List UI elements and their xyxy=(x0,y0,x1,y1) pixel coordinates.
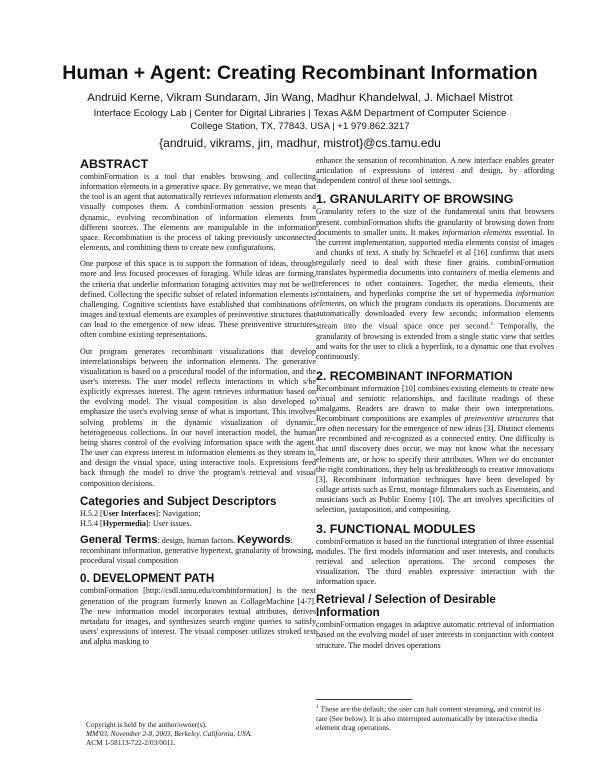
category-2-suffix: ]: User issues. xyxy=(145,518,192,528)
right-column xyxy=(316,156,554,657)
author-list: Andruid Kerne, Vikram Sundaram, Jin Wang, Madhur Khandelwal, J. Michael Mistrot xyxy=(87,92,513,104)
category-2-name: Hypermedia xyxy=(102,518,146,528)
granularity-text-3: of media elements and references to other containers. Together, the media elements, their containers, and hyperlinks comprise the set of hypermedia xyxy=(316,268,554,298)
recombinant-text-1: Recombinant information [10] combines existing elements to create new visual and semiotic relationships, and facilitate readings of these amalgams. Readers are drawn to make their own interpretations. Recombinant compositions are examples of xyxy=(316,383,554,423)
granularity-paragraph xyxy=(316,207,554,362)
recombinant-paragraph xyxy=(316,384,554,516)
retrieval-paragraph: combinFormation engages in adaptive automatic retrieval of information based on the evolving model of user interests in conjunction with content structure. The model drives operations xyxy=(316,620,554,650)
left-column xyxy=(80,152,316,653)
footnote-text: These are the default; the user can halt content streaming, and control its rate (See below). It is also interrupted automatically by interactive media element drag operations. xyxy=(316,704,541,733)
granularity-text-5: Temporally, the granularity of browsing is extended from a single static view that settles and waits for the user to click a hyperlink, to a dynamic one that evolves continuously. xyxy=(316,321,554,362)
granularity-text-4: , on which the program conducts its operations. Documents are automatically downloaded every few seconds; information elements stream into the visual space once per second. xyxy=(316,298,554,331)
paper-title: Human + Agent: Creating Recombinant Information xyxy=(62,62,538,84)
abstract-paragraph-3: Our program generates recombinant visualizations that develop interrelationships between the information elements. The generative visualization is based on a procedural model of the information, and the user's interests. The user model reflects interactions in which s/he explicitly expresses interest. The agent retrieves information based on the evolving model. The visual composition is also developed to emphasize the user's evolving sense of what is important. This involves solving problems in the dynamic visualization of dynamic, heterogeneous collections. In our novel interaction model, the human being shares control of the evolving information space with the agent. The user can express interest in information elements as they stream in, and design the visual space, using interactive tools. Expressions feed back through the model to drive the program's retrieval and visual composition decisions. xyxy=(80,346,316,488)
affiliation xyxy=(90,108,510,133)
categories-heading: Categories and Subject Descriptors xyxy=(80,494,277,508)
recombinant-term: preinventive structures xyxy=(464,413,539,423)
footnote-number: 1 xyxy=(316,704,319,710)
recombinant-heading: 2. RECOMBINANT INFORMATION xyxy=(316,368,513,383)
terms-and-keywords xyxy=(80,535,316,566)
general-terms-label: General Terms xyxy=(80,534,158,546)
footnote xyxy=(316,703,552,733)
keywords-label: Keywords xyxy=(237,534,291,546)
recombinant-text-2: that are often necessary for the emergence of new ideas [3]. Distinct elements are recombined and re-cognized as a connected entity. One difficulty is that until discovery does occur, we may not know what the necessary elements are, or how to specify their attributes. When we do encounter the right combinations, they help us breakthrough to creative innovations [3]. Recombinant information techniques have been developed by collage artists such as Ernst, montage filmmakers such as Eisenstein, and musicians such as Public Enemy [10]. The art involves specificities of selection, juxtaposition, and compositing. xyxy=(316,413,554,515)
copyright-line-1: Copyright is held by the author/owner(s). xyxy=(86,720,207,729)
development-path-paragraph: combinFormation [http://csdl.tamu.edu/combinformation] is the next generation of the program formerly known as CollageMachine [4-7]. The new information model incorporates textual attributes, derives metadata for images, and synthesizes search engine queries to satisfy users' expressions of interest. The visual composer utilizes stroked text and alpha masking to xyxy=(80,586,316,647)
keywords-text: : recombinant information, generative hypertext, granularity of browsing, procedural visual composition xyxy=(80,536,314,566)
category-1-prefix: H.5.2 [ xyxy=(80,508,103,518)
development-path-heading: 0. DEVELOPMENT PATH xyxy=(80,572,215,586)
category-2-prefix: H.5.4 [ xyxy=(80,518,103,528)
functional-paragraph: combinFormation is based on the functional integration of three essential modules. The first models information and user interests, and conducts retrieval and selection operations. The second composes the visualization. The third enables expressive interaction with the information space. xyxy=(316,536,554,587)
affiliation-line-1: Interface Ecology Lab | Center for Digital Libraries | Texas A&M Department of Computer Science xyxy=(93,108,507,119)
copyright-venue: MM'03, November 2-8, 2003, Berkeley, California, USA. xyxy=(86,729,253,739)
affiliation-line-2: College Station, TX, 77843. USA | +1 979.862.3217 xyxy=(190,120,410,132)
functional-heading: 3. FUNCTIONAL MODULES xyxy=(316,521,476,536)
copyright-line-2 xyxy=(86,729,316,738)
category-line-1 xyxy=(80,509,316,519)
granularity-text-2: essential. In the current implementation, supported media elements consist of images and chunks of text. A study by Schraefel et al [16] confirms that users regularly need to deal with these finer grains. combinFormation translates hypermedia documents into xyxy=(316,227,554,278)
copyright-line-3: ACM 1-58113-722-2/03/0011. xyxy=(86,738,176,748)
development-path-continuation: enhance the sensation of recombination. A new interface enables greater articulation of expressions of interest and design, by affording independent control of these tool settings. xyxy=(316,156,554,186)
abstract-heading: ABSTRACT xyxy=(80,157,149,171)
category-line-2 xyxy=(80,519,316,529)
granularity-term-1: information elements xyxy=(442,227,512,237)
category-1-name: User Interfaces xyxy=(102,508,156,518)
footnote-rule xyxy=(316,699,412,700)
copyright-block xyxy=(86,720,316,748)
general-terms-text: : design, human factors. xyxy=(157,536,236,545)
abstract-paragraph-2: One purpose of this space is to support the formation of ideas, through more and less focused processes of foraging. While ideas are forming, the criteria that underlie information foraging activities may not be well defined. Collecting the specific subset of related information elements is challenging. Cognitive scientists have established that combinations of images and textual elements are examples of preinventive structures that can lead to the emergence of new ideas. These preinventive structures often combine existing representations. xyxy=(80,259,316,340)
granularity-heading: 1. GRANULARITY OF BROWSING xyxy=(316,192,514,207)
category-1-suffix: ]: Navigation; xyxy=(155,508,201,518)
granularity-term-2: containers xyxy=(442,268,477,278)
footnote-marker: 1 xyxy=(490,321,494,328)
author-emails: {andruid, vikrams, jin, madhur, mistrot}@cs.tamu.edu xyxy=(159,136,441,150)
retrieval-heading: Retrieval / Selection of Desirable Information xyxy=(316,593,496,620)
granularity-text-1: Granularity refers to the size of the fundamental units that browsers present. combinFormation shifts the granularity of browsing down from documents to smaller units. It makes xyxy=(316,207,554,237)
abstract-paragraph-1: combinFormation is a tool that enables browsing and collecting information elements in a generative space. By generative, we mean that the tool is an agent that automatically retrieves information elements and visually composes them. A combinFormation session presents a dynamic, evolving recombination of information elements from different sources. The elements are manipulable in the information space. Recombination is the process of taking previously unconnected elements, and combining them to create new configurations. xyxy=(80,172,316,253)
granularity-term-3: information elements xyxy=(316,288,554,308)
